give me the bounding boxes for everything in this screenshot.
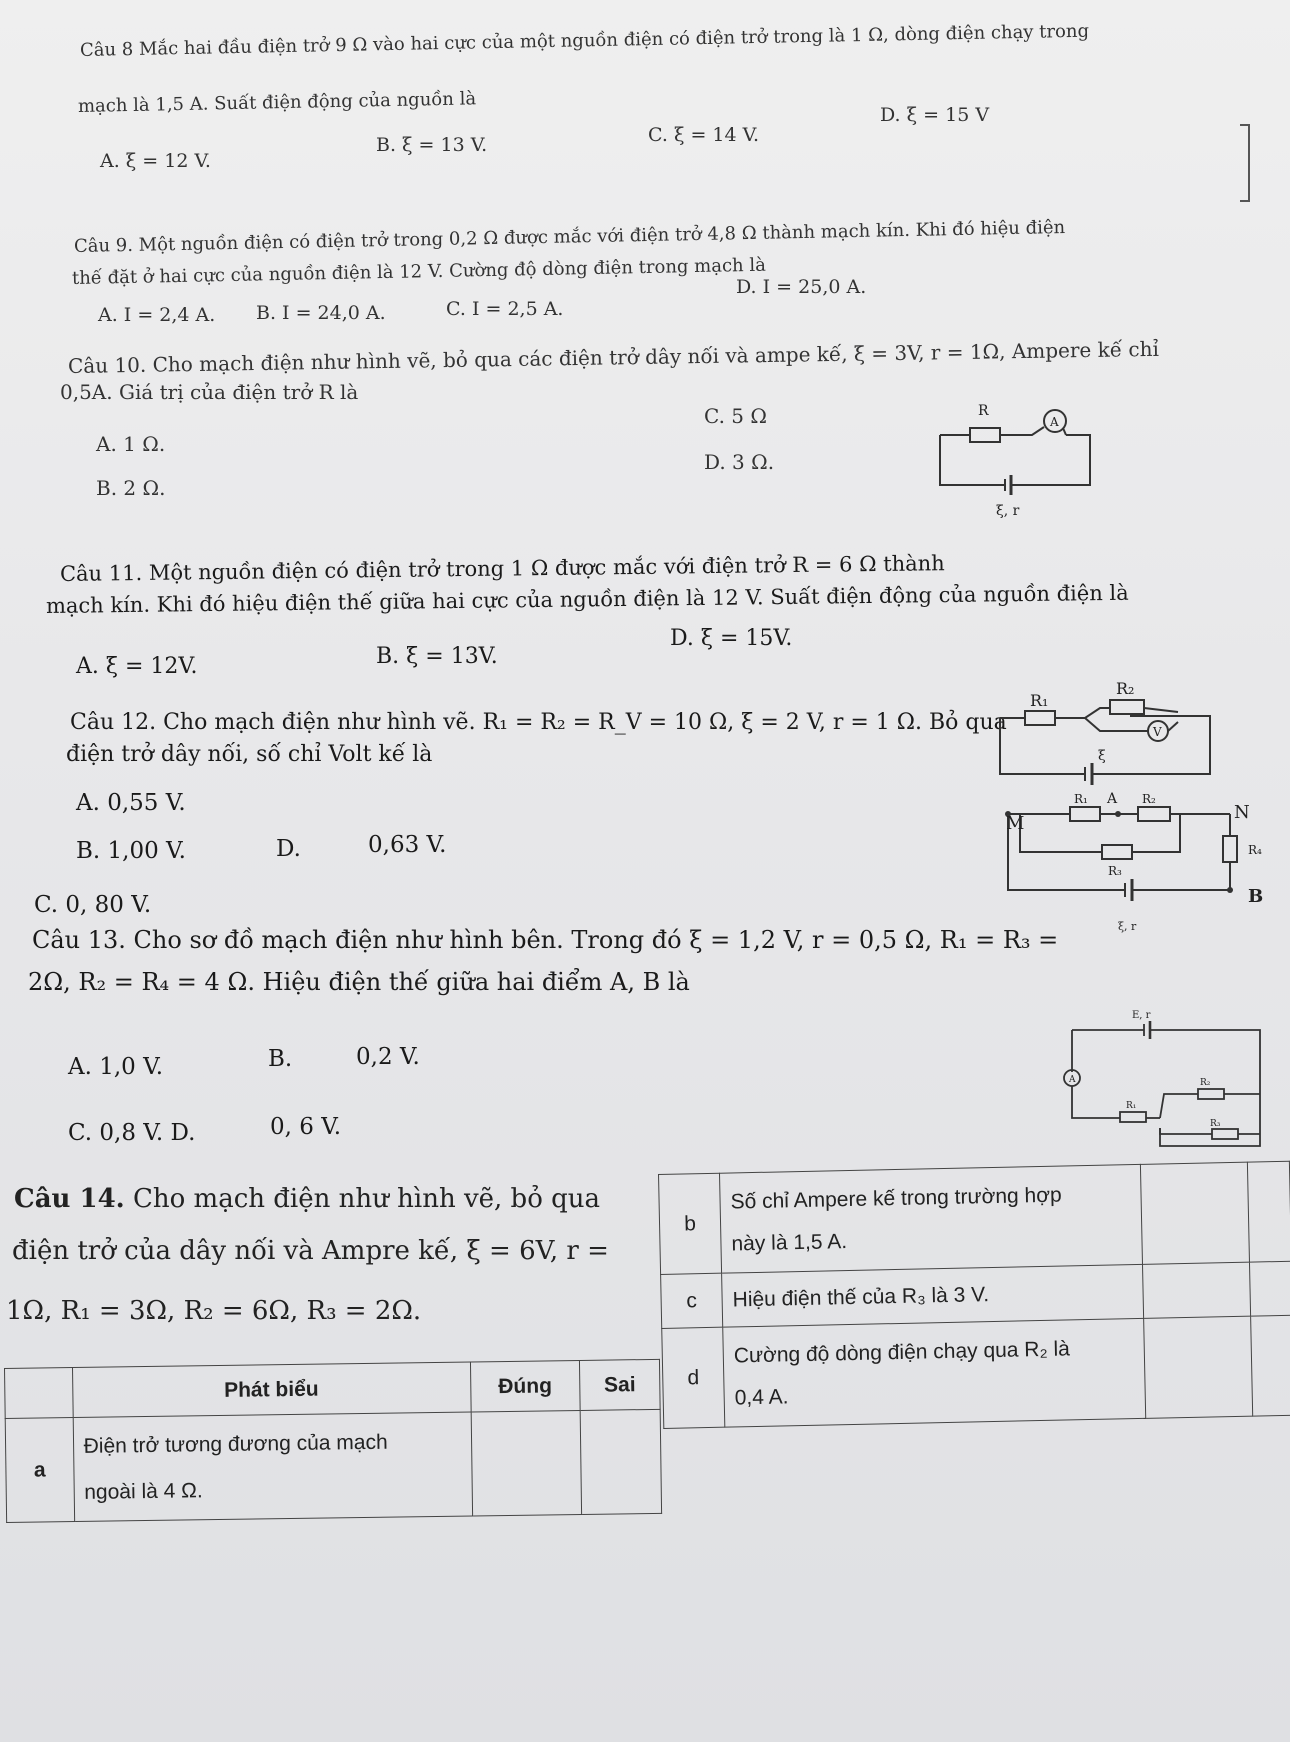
q14-row-b-false-cell[interactable] bbox=[1247, 1161, 1290, 1262]
q13-option-b-value: 0,2 V. bbox=[356, 1044, 420, 1070]
q13-option-c-d: C. 0,8 V. D. bbox=[68, 1120, 196, 1146]
q9-option-b: B. I = 24,0 A. bbox=[256, 302, 386, 324]
q12-text-line2: điện trở dây nối, số chỉ Volt kế là bbox=[66, 742, 433, 767]
q14-row-c-false-cell[interactable] bbox=[1249, 1261, 1290, 1316]
q11-text-line1: Câu 11. Một nguồn điện có điện trở trong 1 Ω được mắc với điện trở R = 6 Ω thành bbox=[59, 551, 945, 586]
q14-r3-label: R₃ bbox=[1210, 1119, 1221, 1129]
q9-text-line1: Câu 9. Một nguồn điện có điện trở trong 0,2 Ω được mắc với điện trở 4,8 Ω thành mạch kín. Khi đó hiệu điện bbox=[73, 216, 1066, 257]
q14-text-line2: điện trở của dây nối và Ampre kế, ξ = 6V, r = bbox=[12, 1236, 609, 1266]
q14-ammeter-label: A bbox=[1069, 1075, 1076, 1085]
q14-row-d-key: d bbox=[662, 1327, 725, 1428]
q14-text-line1 bbox=[14, 1184, 600, 1214]
q14-r2-label: R₂ bbox=[1200, 1078, 1211, 1088]
q14-header-true: Đúng bbox=[470, 1360, 580, 1412]
q10-option-d: D. 3 Ω. bbox=[704, 450, 775, 474]
q13-r4-label: R₄ bbox=[1248, 843, 1262, 857]
q13-option-b-letter: B. bbox=[268, 1046, 293, 1072]
q14-row-d-false-cell[interactable] bbox=[1251, 1315, 1290, 1416]
q8-option-d: D. ξ = 15 V bbox=[880, 104, 990, 126]
q14-row-a-false-cell[interactable] bbox=[580, 1409, 661, 1514]
q8-option-a: A. ξ = 12 V. bbox=[100, 150, 211, 172]
q10-source-label: ξ, r bbox=[996, 503, 1020, 519]
q13-point-b: B bbox=[1248, 886, 1264, 907]
q14-source-label: E, r bbox=[1132, 1010, 1151, 1021]
q14-row-d-line1: Cường độ dòng điện chạy qua R₂ là bbox=[733, 1336, 1071, 1367]
q14-row-b-true-cell[interactable] bbox=[1140, 1162, 1249, 1264]
q13-r1-label: R₁ bbox=[1074, 792, 1088, 806]
q14-row-a-key: a bbox=[5, 1418, 74, 1523]
q12-r1-label: R₁ bbox=[1030, 691, 1049, 710]
q14-row-c-true-cell[interactable] bbox=[1142, 1262, 1250, 1318]
q12-r2-label: R₂ bbox=[1116, 679, 1135, 698]
q13-circuit-diagram bbox=[990, 790, 1270, 940]
q14-row-c-statement: Hiệu điện thế của R₃ là 3 V. bbox=[722, 1264, 1144, 1327]
q10-ammeter-label: A bbox=[1050, 415, 1059, 429]
q9-option-c: C. I = 2,5 A. bbox=[446, 298, 564, 320]
q13-point-n: N bbox=[1234, 802, 1250, 823]
margin-bracket bbox=[1240, 124, 1250, 202]
q14-row-a-statement bbox=[73, 1412, 472, 1522]
q11-option-a: A. ξ = 12V. bbox=[76, 654, 198, 679]
q13-option-d-value: 0, 6 V. bbox=[270, 1114, 342, 1140]
q13-option-a: A. 1,0 V. bbox=[68, 1054, 164, 1080]
q14-circuit-diagram bbox=[1060, 1010, 1270, 1150]
q12-source-label: ξ bbox=[1098, 748, 1106, 764]
q14-text-line3: 1Ω, R₁ = 3Ω, R₂ = 6Ω, R₃ = 2Ω. bbox=[6, 1296, 422, 1326]
q11-text-line2: mạch kín. Khi đó hiệu điện thế giữa hai cực của nguồn điện là 12 V. Suất điện động của nguồn điện là bbox=[45, 580, 1129, 618]
q12-option-c: C. 0, 80 V. bbox=[34, 892, 152, 918]
q12-option-d-letter: D. bbox=[276, 836, 301, 862]
q14-row-b-line1: Số chỉ Ampere kế trong trường hợp bbox=[730, 1183, 1062, 1213]
q9-option-d: D. I = 25,0 A. bbox=[736, 276, 867, 298]
q10-text-line1: Câu 10. Cho mạch điện như hình vẽ, bỏ qua các điện trở dây nối và ampe kế, ξ = 3V, r = 1Ω, Ampere kế chỉ bbox=[67, 336, 1160, 378]
q14-r1-label: R₁ bbox=[1126, 1101, 1137, 1111]
q8-text-line1: Câu 8 Mắc hai đầu điện trở 9 Ω vào hai cực của một nguồn điện có điện trở trong là 1 Ω, dòng điện chạy trong bbox=[79, 20, 1090, 61]
q12-circuit-diagram bbox=[990, 679, 1240, 782]
q14-row-a-line2: ngoài là 4 Ω. bbox=[84, 1478, 203, 1504]
q14-line1: Cho mạch điện như hình vẽ, bỏ qua bbox=[124, 1184, 601, 1214]
q12-option-b: B. 1,00 V. bbox=[76, 838, 186, 864]
q10-resistor-label: R bbox=[978, 403, 989, 419]
q12-text-line1: Câu 12. Cho mạch điện như hình vẽ. R₁ = R₂ = R_V = 10 Ω, ξ = 2 V, r = 1 Ω. Bỏ qua bbox=[70, 710, 1007, 735]
q11-option-d: D. ξ = 15V. bbox=[670, 626, 793, 651]
q14-row-a-true-cell[interactable] bbox=[471, 1410, 582, 1516]
q14-table-left bbox=[4, 1359, 662, 1523]
q14-title: Câu 14. bbox=[14, 1184, 125, 1214]
q12-voltmeter-label: V bbox=[1153, 725, 1162, 739]
q10-option-c: C. 5 Ω bbox=[704, 404, 767, 428]
q14-header-statement: Phát biểu bbox=[72, 1362, 471, 1418]
q9-text-line2: thế đặt ở hai cực của nguồn điện là 12 V. Cường độ dòng điện trong mạch là bbox=[71, 254, 767, 289]
q14-row-b-key: b bbox=[659, 1173, 722, 1274]
q8-option-b: B. ξ = 13 V. bbox=[376, 134, 488, 156]
q14-row-c-key: c bbox=[661, 1273, 723, 1328]
q10-option-b: B. 2 Ω. bbox=[96, 476, 166, 500]
q11-option-b: B. ξ = 13V. bbox=[376, 644, 498, 669]
q12-option-d-value: 0,63 V. bbox=[368, 832, 447, 858]
q14-row-d-line2: 0,4 A. bbox=[734, 1384, 789, 1409]
q10-text-line2: 0,5A. Giá trị của điện trở R là bbox=[60, 380, 359, 404]
q10-option-a: A. 1 Ω. bbox=[96, 432, 166, 456]
q14-row-b-line2: này là 1,5 A. bbox=[731, 1229, 848, 1255]
q13-text-line2: 2Ω, R₂ = R₄ = 4 Ω. Hiệu điện thế giữa hai điểm A, B là bbox=[28, 968, 690, 996]
q14-row-d-statement bbox=[723, 1318, 1146, 1427]
q13-r3-label: R₃ bbox=[1108, 864, 1122, 878]
q14-table-right bbox=[658, 1161, 1290, 1429]
q8-text-line2: mạch là 1,5 A. Suất điện động của nguồn là bbox=[77, 88, 477, 117]
q13-ammeter-label: A bbox=[1107, 791, 1118, 807]
q13-text-line1: Câu 13. Cho sơ đồ mạch điện như hình bên. Trong đó ξ = 1,2 V, r = 0,5 Ω, R₁ = R₃ = bbox=[32, 926, 1059, 954]
q9-option-a: A. I = 2,4 A. bbox=[98, 304, 216, 326]
q14-row-d-true-cell[interactable] bbox=[1144, 1316, 1253, 1418]
q10-circuit-diagram bbox=[930, 395, 1100, 525]
q13-source-label: ξ, r bbox=[1118, 920, 1137, 933]
q14-header-false: Sai bbox=[580, 1359, 661, 1410]
q14-row-b-statement bbox=[719, 1164, 1142, 1273]
q13-point-m: M bbox=[1006, 813, 1025, 834]
q8-option-c: C. ξ = 14 V. bbox=[648, 124, 760, 146]
q12-option-a: A. 0,55 V. bbox=[76, 790, 186, 816]
q14-header-key bbox=[5, 1368, 73, 1419]
q13-r2-label: R₂ bbox=[1142, 792, 1156, 806]
q14-row-a-line1: Điện trở tương đương của mạch bbox=[83, 1430, 388, 1458]
